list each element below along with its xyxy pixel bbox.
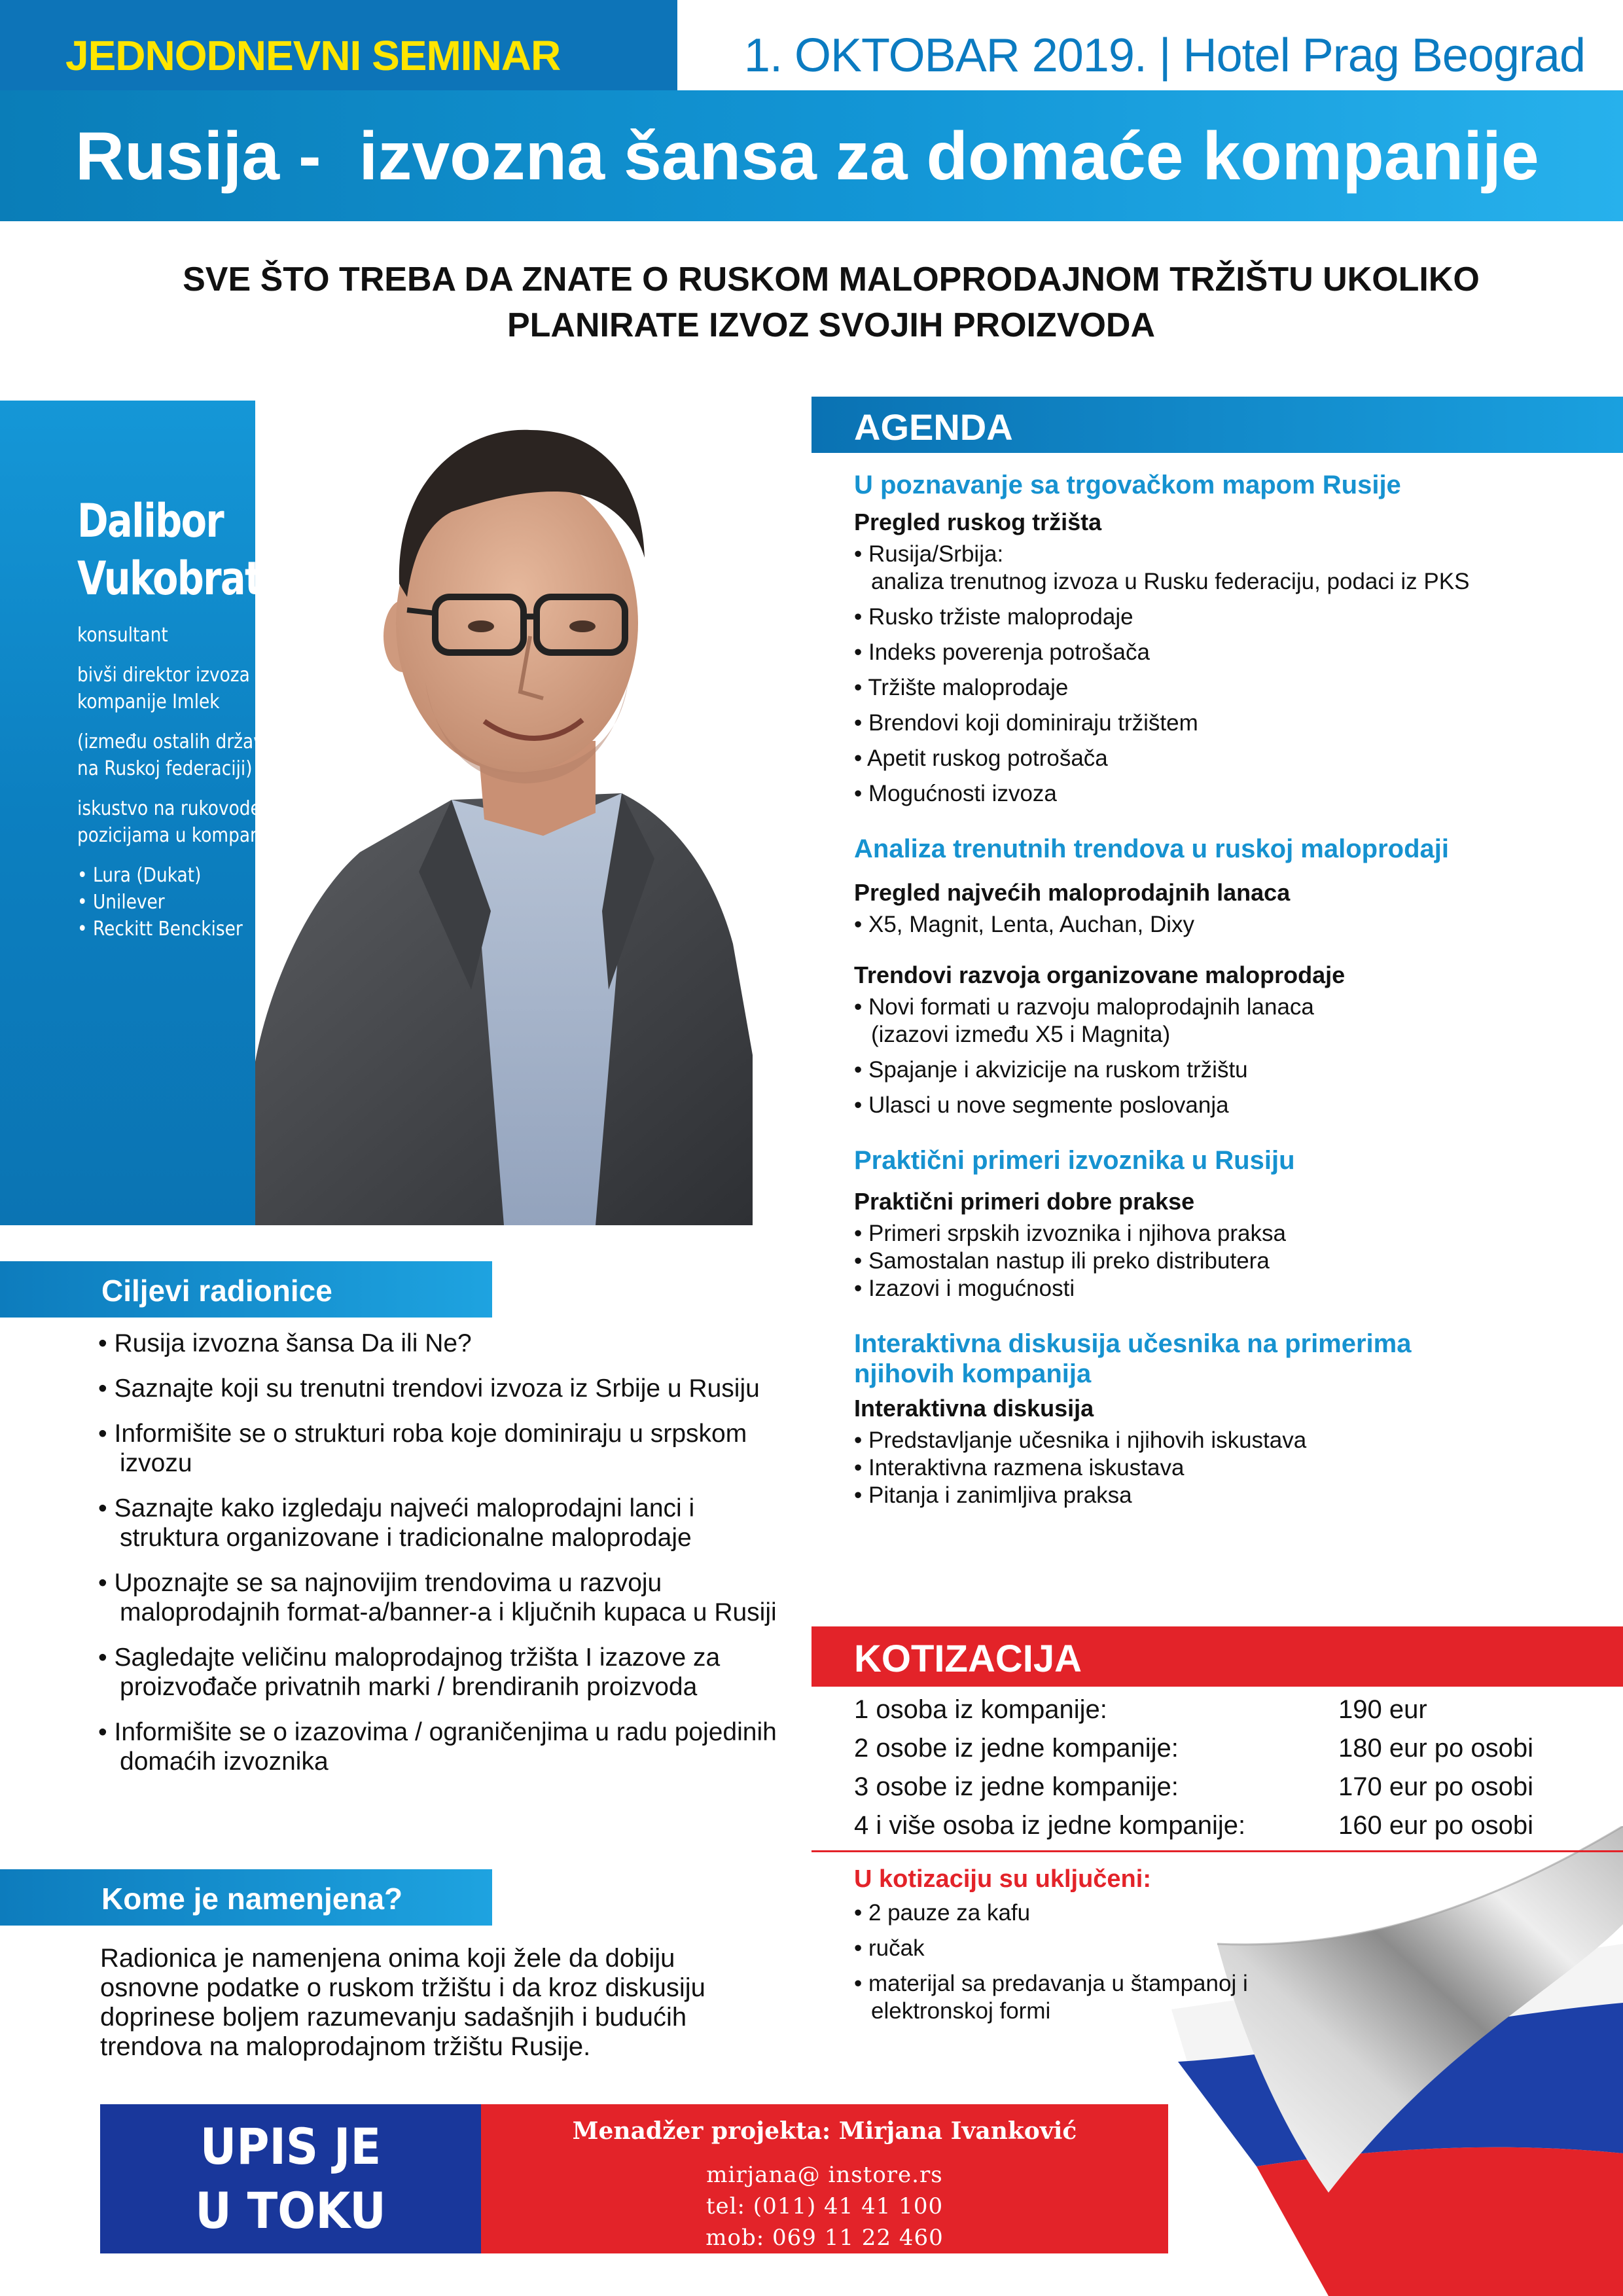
registration-line-1: UPIS JE (200, 2117, 382, 2176)
registration-line-2: U TOKU (195, 2181, 386, 2240)
project-manager: Menadžer projekta: Mirjana Ivanković (572, 2117, 1077, 2145)
list-item: • X5, Magnit, Lenta, Auchan, Dixy (854, 912, 1195, 937)
list-item: • Interaktivna razmena iskustava (854, 1455, 1185, 1480)
agenda-section-title-line-1: Interaktivna diskusija učesnika na primerima (854, 1329, 1412, 1358)
target-description: Radionica je namenjena onima koji žele da dobiju osnovne podatke o ruskom tržištu i da kroz diskusiju doprinese boljem razumevanju sadašnjih i budućih trendova na maloprodajnom tržištu Rusije. (100, 1944, 705, 2061)
list-item: • materijal sa predavanja u štampanoj i elektronskoj formi (854, 1971, 1248, 2024)
pricing-divider (812, 1850, 1623, 1852)
list-item: • Ulasci u nove segmente poslovanja (854, 1092, 1229, 1118)
list-item: • Pitanja i zanimljiva praksa (854, 1482, 1132, 1508)
pricing-price: 190 eur (1338, 1695, 1427, 1724)
list-item: • Apetit ruskog potrošača (854, 745, 1108, 771)
list-item: • Primeri srpskih izvoznika i njihova praksa (854, 1221, 1286, 1246)
list-item: • Mogućnosti izvoza (854, 781, 1057, 806)
speaker-bio-1-line-1: bivši direktor izvoza (77, 664, 250, 687)
subtitle-line-2: PLANIRATE IZVOZ SVOJIH PROIZVODA (507, 306, 1155, 344)
speaker-bio-1-line-2: kompanije Imlek (77, 691, 220, 713)
subtitle (92, 257, 1571, 348)
speaker-bio-1 (77, 662, 348, 715)
pricing-label: 3 osobe iz jedne kompanije: (854, 1772, 1179, 1801)
agenda-header (812, 397, 1623, 453)
agenda-title: AGENDA (854, 406, 1013, 448)
list-item: analiza trenutnog izvoza u Rusku federaciju, podaci iz PKS (871, 569, 1470, 594)
list-item: • ručak (854, 1935, 925, 1961)
table-row (854, 1734, 1607, 1772)
list-item: • Rusija izvozna šansa Da ili Ne? (98, 1329, 472, 1357)
contact-mobile[interactable]: mob: 069 11 22 460 (705, 2225, 944, 2251)
agenda-section-title (854, 1329, 1613, 1389)
list-item: (izazovi između X5 i Magnita) (871, 1022, 1171, 1047)
agenda-subheading: Praktični primeri dobre prakse (854, 1188, 1195, 1215)
speaker-bio-3-line-2: pozicijama u kompanijama (77, 824, 309, 847)
list-item: • Lura (Dukat) (77, 864, 202, 887)
pricing-price: 180 eur po osobi (1338, 1734, 1534, 1763)
list-item: • Indeks poverenja potrošača (854, 639, 1150, 665)
list-item: • Saznajte koji su trenutni trendovi izvoza iz Srbije u Rusiju (98, 1374, 760, 1403)
speaker-role: konsultant (77, 624, 168, 647)
speaker-first-name: Dalibor (77, 494, 224, 548)
agenda-subheading: Pregled ruskog tržišta (854, 509, 1102, 535)
subtitle-line-1: SVE ŠTO TREBA DA ZNATE O RUSKOM MALOPRODAJNOM TRŽIŠTU UKOLIKO (183, 260, 1480, 298)
speaker-last-name: Vukobrat (77, 552, 262, 605)
seminar-type-banner (0, 0, 677, 90)
list-item: • Upoznajte se sa najnovijim trendovima u razvoju maloprodajnih format-a/banner-a i ključnih kupaca u Rusiji (98, 1569, 777, 1626)
speaker-info (77, 492, 352, 942)
contact-phone[interactable]: tel: (011) 41 41 100 (705, 2193, 944, 2219)
speaker-name (77, 492, 356, 607)
date-venue-banner (677, 0, 1623, 90)
agenda-section-title: U poznavanje sa trgovačkom mapom Rusije (854, 471, 1401, 499)
list-item: • Unilever (77, 891, 165, 914)
speaker-bio-3-line-1: iskustvo na rukovodećeim (77, 797, 303, 820)
speaker-bio-3 (77, 795, 348, 849)
agenda-section-2 (854, 834, 1613, 1119)
pricing-label: 1 osoba iz kompanije: (854, 1695, 1107, 1724)
list-item: • Rusija/Srbija: (854, 541, 1004, 567)
list-item: • Informišite se o izazovima / ograničenjima u radu pojedinih domaćih izvoznika (98, 1718, 777, 1776)
table-row (854, 1772, 1607, 1811)
table-row (854, 1695, 1607, 1734)
contact-email[interactable]: mirjana@ instore.rs (706, 2162, 943, 2188)
list-item: • Predstavljanje učesnika i njihovih iskustava (854, 1427, 1307, 1453)
agenda-section-4 (854, 1329, 1613, 1509)
speaker-bio-2-line-2: na Ruskoj federaciji) (77, 757, 253, 780)
agenda-section-title: Praktični primeri izvoznika u Rusiju (854, 1146, 1295, 1175)
agenda-content (854, 470, 1613, 1535)
contact-box (481, 2104, 1168, 2253)
seminar-type: JEDNODNEVNI SEMINAR (65, 32, 561, 79)
list-item: • Brendovi koji dominiraju tržištem (854, 710, 1198, 736)
pricing-price: 160 eur po osobi (1338, 1811, 1534, 1840)
speaker-companies (77, 862, 352, 942)
pricing-label: 4 i više osoba iz jedne kompanije: (854, 1811, 1246, 1840)
page-title: Rusija - izvozna šansa za domaće kompanije (75, 118, 1539, 194)
list-item: • 2 pauze za kafu (854, 1900, 1031, 1926)
pricing-header (812, 1626, 1623, 1687)
agenda-subheading: Interaktivna diskusija (854, 1395, 1094, 1422)
list-item: • Reckitt Benckiser (77, 918, 243, 941)
included-title: U kotizaciju su uključeni: (854, 1865, 1151, 1893)
speaker-bio-2-line-1: (između ostalih država fokus (77, 730, 326, 753)
pricing-title: KOTIZACIJA (854, 1638, 1082, 1680)
target-title: Kome je namenjena? (101, 1882, 403, 1916)
list-item: • Rusko tržiste maloprodaje (854, 604, 1133, 630)
table-row (854, 1811, 1607, 1850)
title-banner (0, 90, 1623, 221)
date-venue: 1. OKTOBAR 2019. | Hotel Prag Beograd (743, 29, 1585, 82)
agenda-section-3 (854, 1145, 1613, 1302)
list-item: • Tržište maloprodaje (854, 675, 1069, 700)
agenda-section-1 (854, 470, 1613, 808)
speaker-bio-2 (77, 728, 348, 782)
agenda-subheading: Trendovi razvoja organizovane maloprodaje (854, 961, 1346, 988)
agenda-section-title-line-2: njihovih kompanija (854, 1359, 1092, 1388)
goals-list (98, 1329, 779, 1792)
pricing-label: 2 osobe iz jedne kompanije: (854, 1734, 1179, 1763)
goals-title: Ciljevi radionice (101, 1274, 332, 1308)
list-item: • Spajanje i akvizicije na ruskom tržištu (854, 1057, 1248, 1083)
list-item: • Novi formati u razvoju maloprodajnih lanaca (854, 994, 1314, 1020)
pricing-table (854, 1695, 1607, 1850)
list-item: • Sagledajte veličinu maloprodajnog tržišta I izazove za proizvođače privatnih marki / brendiranih proizvoda (98, 1643, 721, 1701)
included-list (854, 1864, 1299, 2033)
pricing-price: 170 eur po osobi (1338, 1772, 1534, 1801)
list-item: • Samostalan nastup ili preko distributera (854, 1248, 1270, 1274)
agenda-subheading: Pregled najvećih maloprodajnih lanaca (854, 879, 1291, 906)
registration-open-box (100, 2104, 481, 2253)
list-item: • Izazovi i mogućnosti (854, 1276, 1075, 1301)
goals-header (0, 1261, 492, 1318)
list-item: • Informišite se o strukturi roba koje dominiraju u srpskom izvozu (98, 1420, 747, 1477)
agenda-section-title: Analiza trenutnih trendova u ruskoj maloprodaji (854, 834, 1450, 863)
target-header (0, 1869, 492, 1926)
list-item: • Saznajte kako izgledaju najveći maloprodajni lanci i struktura organizovane i tradicionalne maloprodaje (98, 1494, 695, 1552)
